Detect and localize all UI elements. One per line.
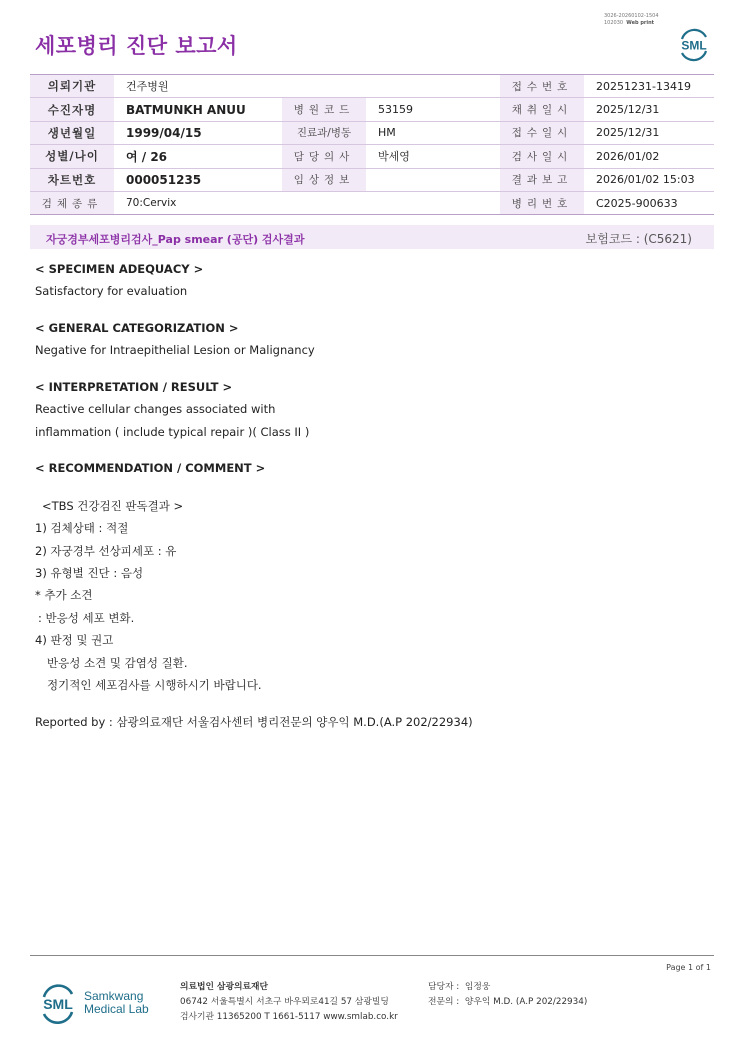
staff-line: 담당자 : 임정웅 (428, 982, 491, 992)
label-pathology-no: 병리번호 (500, 191, 584, 214)
label-physician: 담당의사 (282, 145, 366, 168)
print-meta-line1: 3026-20260102-1504 (604, 13, 659, 19)
exam-title: 자궁경부세포병리검사_Pap smear (공단) 검사결과 (46, 233, 305, 246)
exam-header-bar (30, 225, 714, 249)
info-row (30, 121, 714, 144)
label-receipt-no: 접수번호 (500, 75, 584, 98)
label-chart-no: 차트번호 (30, 168, 114, 191)
brand-name (84, 990, 149, 1016)
physician: 박세영 (366, 145, 500, 168)
info-row (30, 168, 714, 191)
value-empty (366, 191, 500, 214)
patient-info-table (30, 74, 714, 215)
org-name: 의료법인 삼광의료재단 (180, 982, 269, 992)
insurance-code: 보험코드 : (C5621) (585, 232, 692, 246)
label-patient-name: 수진자명 (30, 98, 114, 121)
receipt-no: 20251231-13419 (584, 75, 714, 98)
result-line: inflammation ( include typical repair )( Class II ) (35, 425, 310, 439)
comment-line: 정기적인 세포검사를 시행하시기 바랍니다. (47, 678, 262, 692)
report-title: 세포병리 진단 보고서 (35, 34, 238, 58)
label-birth-date: 생년월일 (30, 121, 114, 144)
section-heading: < SPECIMEN ADEQUACY > (35, 262, 204, 276)
label-hospital-code: 병원코드 (282, 98, 366, 121)
comment-line: 4) 판정 및 권고 (35, 633, 114, 647)
org-info (180, 980, 398, 1025)
comment-line: 1) 검체상태 : 적절 (35, 521, 129, 535)
specimen-type: 70:Cervix (114, 191, 282, 214)
report-date: 2026/01/02 15:03 (584, 168, 714, 191)
brand-line2: Medical Lab (84, 1002, 149, 1016)
patient-name: BATMUNKH ANUU (114, 98, 282, 121)
specialist-name: 양우익 M.D. (A.P 202/22934) (464, 997, 588, 1007)
info-row (30, 98, 714, 121)
staff-info (428, 980, 587, 1010)
info-row (30, 191, 714, 214)
label-department: 진료과/병동 (282, 121, 366, 144)
requesting-org: 건주병원 (114, 75, 282, 98)
label-receipt-date: 접수일시 (500, 121, 584, 144)
comment-line: * 추가 소견 (35, 588, 93, 602)
label-collection-date: 채취일시 (500, 98, 584, 121)
svg-text:SML: SML (681, 38, 707, 53)
section-heading: < RECOMMENDATION / COMMENT > (35, 461, 266, 475)
label-empty (282, 75, 366, 98)
reported-by: Reported by : 삼광의료재단 서울검사센터 병리전문의 양우익 M.D.(A.P 202/22934) (35, 715, 473, 729)
section-heading: < INTERPRETATION / RESULT > (35, 380, 233, 394)
comment-line: : 반응성 세포 변화. (38, 611, 135, 625)
label-empty (282, 191, 366, 214)
label-test-date: 검사일시 (500, 145, 584, 168)
brand-line1: Samkwang (84, 989, 144, 1003)
comment-line: 2) 자궁경부 선상피세포 : 유 (35, 544, 177, 558)
org-address: 06742 서울특별시 서초구 바우뫼로41길 57 삼광빌딩 (180, 997, 389, 1007)
specialist-line: 전문의 : 양우익 M.D. (A.P 202/22934) (428, 997, 588, 1007)
collection-date: 2025/12/31 (584, 98, 714, 121)
label-sex-age: 성별/나이 (30, 145, 114, 168)
label-clinical-info: 임상정보 (282, 168, 366, 191)
chart-no: 000051235 (114, 168, 282, 191)
sml-logo-icon (676, 26, 712, 62)
comment-line: 반응성 소견 및 감염성 질환. (47, 656, 188, 670)
test-date: 2026/01/02 (584, 145, 714, 168)
staff-name: 임정웅 (464, 982, 491, 992)
comment-line: 3) 유형별 진단 : 음성 (35, 566, 144, 580)
comment-line: <TBS 건강검진 판독결과 > (42, 499, 184, 513)
label-report-date: 결과보고 (500, 168, 584, 191)
birth-date: 1999/04/15 (114, 121, 282, 144)
info-row (30, 75, 714, 98)
print-meta (604, 13, 659, 27)
clinical-info (366, 168, 500, 191)
section-heading: < GENERAL CATEGORIZATION > (35, 321, 239, 335)
footer-divider (30, 955, 714, 956)
hospital-code: 53159 (366, 98, 500, 121)
svg-text:SML: SML (43, 996, 73, 1012)
value-empty (366, 75, 500, 98)
sml-logo-icon (37, 981, 79, 1025)
sex-age: 여 / 26 (114, 145, 282, 168)
result-line: Negative for Intraepithelial Lesion or Malignancy (35, 343, 315, 357)
result-line: Reactive cellular changes associated with (35, 402, 276, 416)
department: HM (366, 121, 500, 144)
result-line: Satisfactory for evaluation (35, 284, 188, 298)
label-specimen-type: 검체종류 (30, 191, 114, 214)
label-requesting-org: 의뢰기관 (30, 75, 114, 98)
pathology-no: C2025-900633 (584, 191, 714, 214)
info-row (30, 145, 714, 168)
org-contact: 검사기관 11365200 T 1661-5117 www.smlab.co.kr (180, 1012, 398, 1022)
receipt-date: 2025/12/31 (584, 121, 714, 144)
print-meta-line2: 102030 Web print (604, 20, 655, 26)
page-number: Page 1 of 1 (666, 963, 711, 972)
